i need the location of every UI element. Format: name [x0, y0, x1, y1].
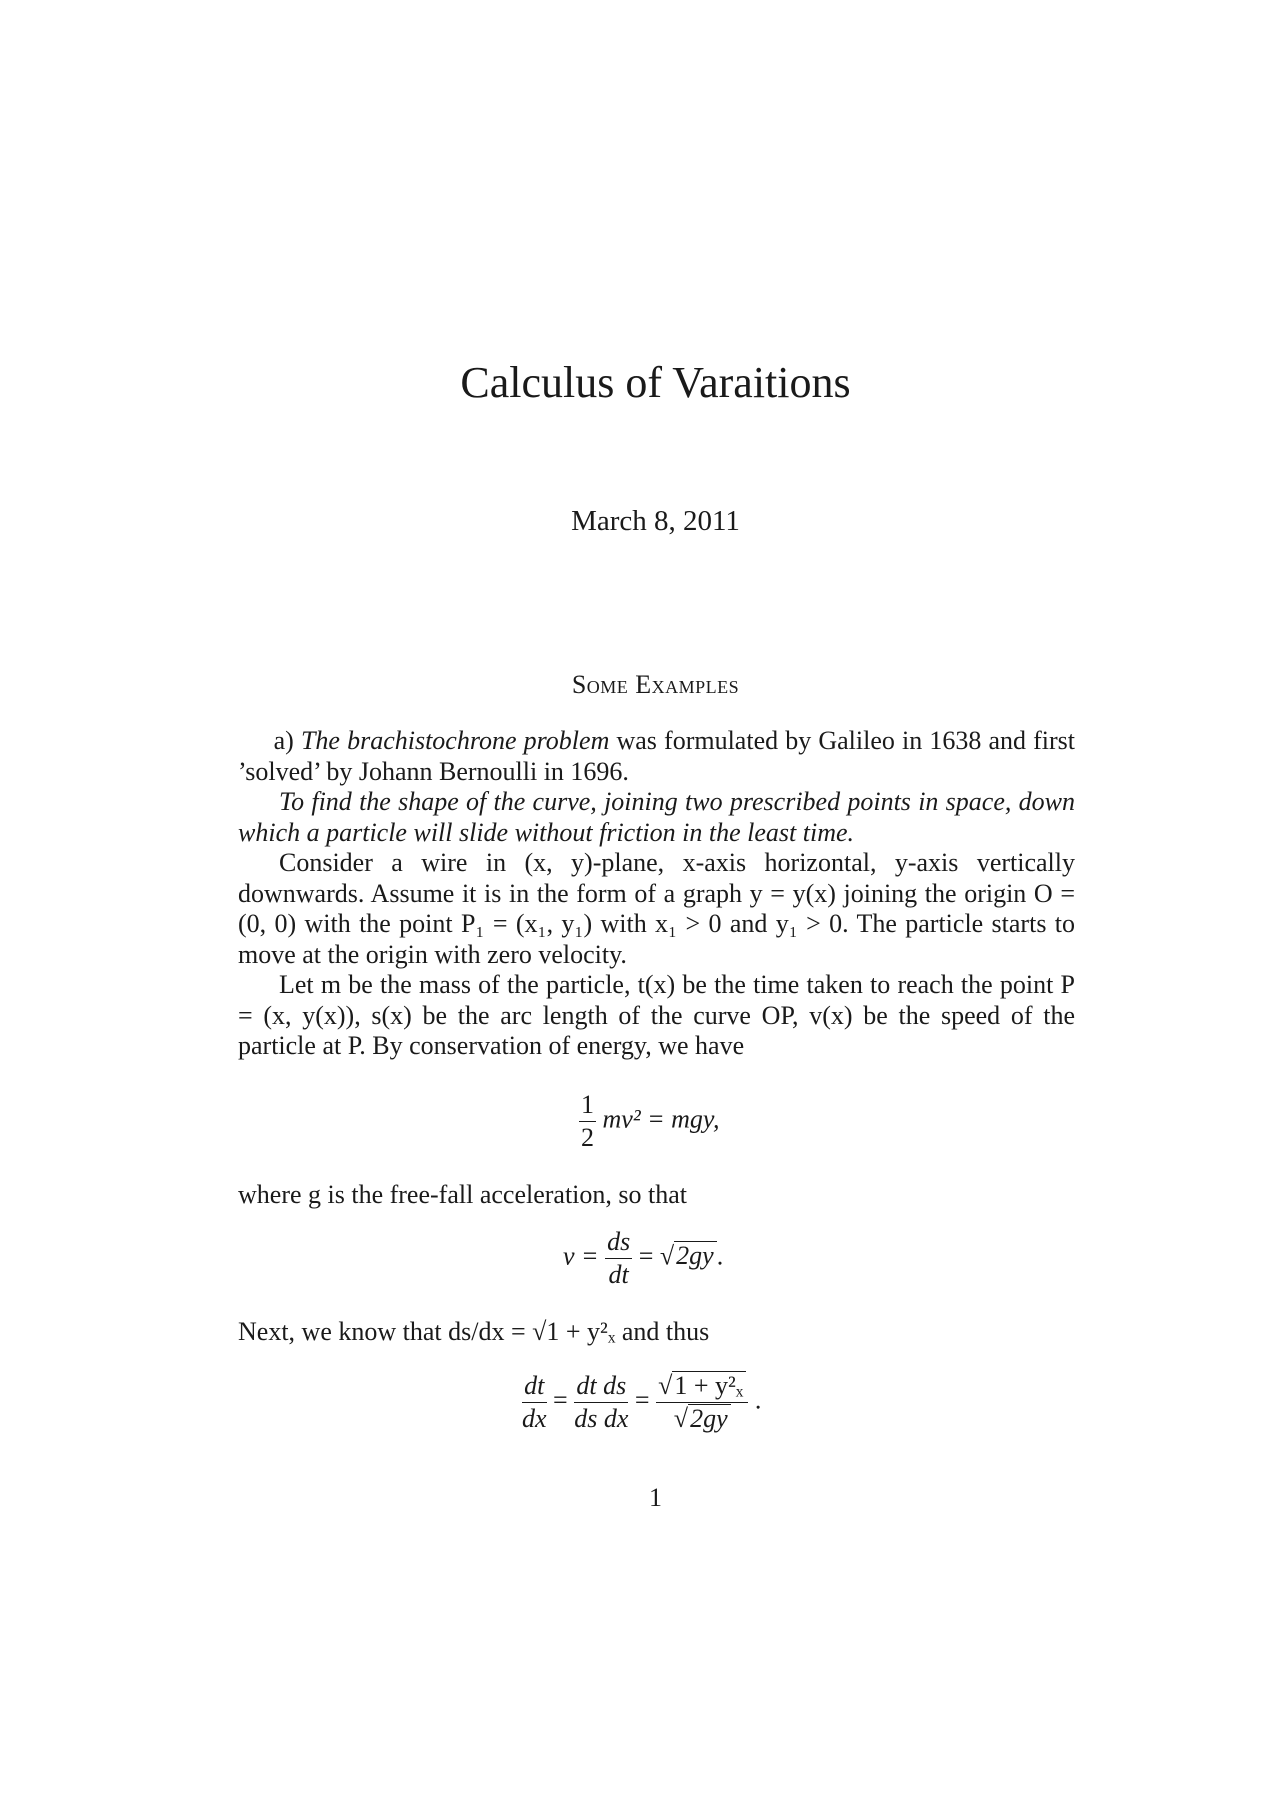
paragraph-goal — [238, 787, 1075, 848]
paragraph-where: where g is the free-fall acceleration, so that — [238, 1180, 687, 1209]
goal-statement: To find the shape of the curve, joining two prescribed points in space, down which a particle will slide without friction in the least time. — [238, 787, 1075, 847]
paragraph-next: Next, we know that ds/dx = √1 + y²ₓ and thus — [238, 1317, 710, 1346]
fraction-chain-rule: $\frac{\text{dt ds}}{\text{ds dx}}$ — [574, 1371, 629, 1433]
fraction-sqrt-ratio: $\frac{\text{√1 + y²ₓ}}{√2gy}$ — [656, 1370, 748, 1435]
body-text-3 — [238, 1317, 1075, 1348]
fraction-ds-dt: $\frac{ds}{dt}$ — [607, 1227, 631, 1289]
paragraph-label: a) — [273, 726, 294, 755]
document-title: Calculus of Varaitions — [460, 358, 851, 407]
equation-time-derivative: $\frac{dt}{dx}$ = $\frac{\text{dt ds}}{\text{ds dx}}$ = $\frac{\text{√1 + y²ₓ}}{√2gy}$ . — [522, 1371, 762, 1433]
page-number: 1 — [649, 1483, 662, 1512]
problem-name: The brachistochrone problem — [300, 726, 610, 755]
document-date: March 8, 2011 — [571, 505, 740, 537]
body-text-2 — [238, 1180, 1075, 1211]
section-heading: Some Examples — [571, 670, 740, 699]
fraction-dt-dx: $\frac{dt}{dx}$ — [522, 1371, 547, 1433]
sqrt-2gy: 2gy — [674, 1241, 717, 1270]
paragraph-brachistochrone — [238, 726, 1075, 787]
paragraph-let: Let m be the mass of the particle, t(x) be the time taken to reach the point P = (x, y(x)), s(x) be the arc length of the curve OP, v(x) be the speed of the particle at P. By conservation of energy, we have — [238, 970, 1075, 1060]
body-text — [238, 726, 1075, 1062]
paragraph-a-text: was formulated by Galileo in 1638 and first ’solved’ by Johann Bernoulli in 1696. — [238, 726, 1076, 786]
fraction-half: $\frac{1}{2}$ — [581, 1090, 594, 1152]
paragraph-consider: Consider a wire in (x, y)-plane, x-axis horizontal, y-axis vertically downwards. Assume it is in the form of a graph y = y(x) joining the origin O = (0, 0) with the point P₁ = (x₁, y₁) with x₁ > 0 and y₁ > 0. The particle starts to move at the origin with zero velocity. — [238, 848, 1075, 969]
equation-velocity: v = $\frac{ds}{dt}$ = √2gy . — [563, 1227, 724, 1289]
equation-energy — [579, 1089, 720, 1154]
equation-energy-rhs: mv² = mgy, — [602, 1104, 720, 1134]
